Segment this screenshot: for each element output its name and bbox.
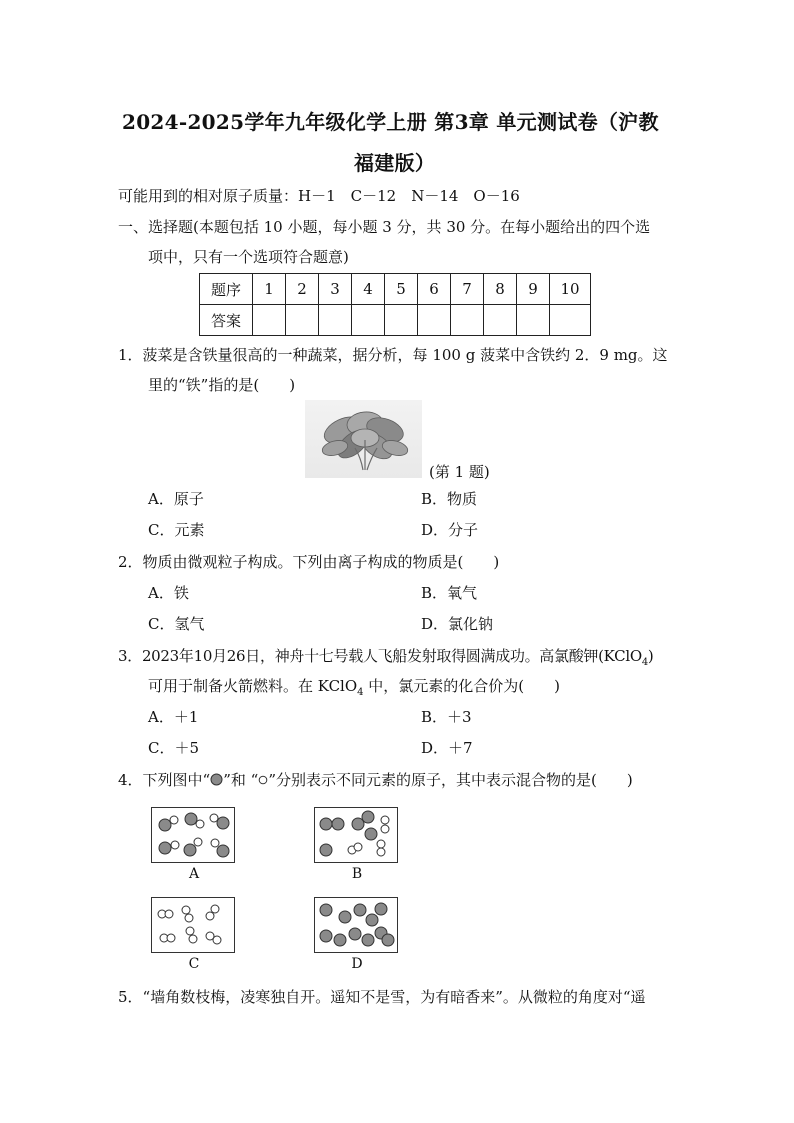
q4-line-1-start: 4．下列图中“ (118, 771, 211, 789)
figure-b-particles (315, 808, 397, 862)
title-line-2: 福建版） (354, 151, 436, 175)
q1-figure-caption: (第 1 题) (429, 463, 490, 481)
atomic-mass-note: 可能用到的相对原子质量：H－1 C－12 N－14 O－16 (118, 187, 520, 205)
q1-option-c[interactable]: C．元素 (148, 521, 205, 539)
figure-d-box[interactable] (314, 897, 398, 953)
q3-line-2-end: 中，氯元素的化合价为( ) (363, 677, 561, 695)
table-cell: 10 (550, 274, 591, 305)
figure-a-box[interactable] (151, 807, 235, 863)
answer-cell[interactable] (253, 305, 286, 336)
table-cell: 9 (517, 274, 550, 305)
answer-cell[interactable] (286, 305, 319, 336)
table-cell: 1 (253, 274, 286, 305)
table-header-cell: 答案 (200, 305, 253, 336)
table-cell: 3 (319, 274, 352, 305)
figure-c-particles (152, 898, 234, 952)
q2-option-a[interactable]: A．铁 (148, 584, 189, 602)
q5-line-1: 5．“墙角数枝梅，凌寒独自开。遥知不是雪，为有暗香来”。从微粒的角度对“遥 (118, 988, 646, 1006)
q1-option-a[interactable]: A．原子 (148, 490, 204, 508)
table-cell: 5 (385, 274, 418, 305)
answer-table (199, 273, 591, 336)
q1-line-1: 1．菠菜是含铁量很高的一种蔬菜，据分析，每 100 g 菠菜中含铁约 2．9 mg。这 (118, 346, 668, 364)
q4-line-1 (118, 770, 633, 790)
q3-option-c[interactable]: C．＋5 (148, 739, 200, 757)
q3-line-1-text: 3．2023年10月26日，神舟十七号载人飞船发射取得圆满成功。高氯酸钾(KClO (118, 647, 642, 665)
figure-b-box[interactable] (314, 807, 398, 863)
answer-cell[interactable] (550, 305, 591, 336)
table-cell: 2 (286, 274, 319, 305)
section1-line-2: 项中，只有一个选项符合题意) (148, 248, 349, 266)
q3-subscript: 4 (357, 687, 364, 698)
q3-line-2-text: 可用于制备火箭燃料。在 KClO (148, 677, 358, 695)
q1-option-b[interactable]: B．物质 (421, 490, 478, 508)
q3-line-1-end: ) (647, 647, 654, 665)
figure-a-label: A (188, 866, 200, 882)
answer-cell[interactable] (319, 305, 352, 336)
table-cell: 6 (418, 274, 451, 305)
white-atom-icon (258, 775, 268, 785)
q2-option-b[interactable]: B．氧气 (421, 584, 478, 602)
figure-d-particles (315, 898, 397, 952)
answer-cell[interactable] (451, 305, 484, 336)
q2-option-d[interactable]: D．氯化钠 (421, 615, 494, 633)
gray-atom-icon (210, 773, 223, 786)
spinach-illustration (305, 400, 422, 478)
figure-c-label: C (188, 956, 200, 972)
q2-option-c[interactable]: C．氢气 (148, 615, 205, 633)
q3-line-2 (148, 676, 560, 703)
q1-line-2: 里的“铁”指的是( ) (148, 376, 296, 394)
q4-line-1-end: ”分别表示不同元素的原子，其中表示混合物的是( ) (268, 771, 633, 789)
title-line-1: 2024-2025学年九年级化学上册 第3章 单元测试卷（沪教 (122, 110, 659, 134)
figure-b-label: B (351, 866, 363, 882)
spinach-photo (305, 400, 422, 478)
table-row (200, 305, 591, 336)
answer-cell[interactable] (385, 305, 418, 336)
answer-cell[interactable] (517, 305, 550, 336)
q3-option-a[interactable]: A．＋1 (148, 708, 199, 726)
q3-subscript: 4 (641, 657, 648, 668)
table-cell: 4 (352, 274, 385, 305)
table-header-cell: 题序 (200, 274, 253, 305)
q1-option-d[interactable]: D．分子 (421, 521, 479, 539)
q3-line-1 (118, 646, 653, 673)
answer-cell[interactable] (418, 305, 451, 336)
answer-cell[interactable] (484, 305, 517, 336)
q3-option-b[interactable]: B．＋3 (421, 708, 472, 726)
table-row (200, 274, 591, 305)
answer-cell[interactable] (352, 305, 385, 336)
figure-d-label: D (351, 956, 363, 972)
table-cell: 8 (484, 274, 517, 305)
q4-line-1-mid: ”和 “ (223, 771, 259, 789)
section1-line-1: 一、选择题(本题包括 10 小题，每小题 3 分，共 30 分。在每小题给出的四个选 (118, 218, 651, 236)
figure-a-particles (152, 808, 234, 862)
q2-line-1: 2．物质由微观粒子构成。下列由离子构成的物质是( ) (118, 553, 500, 571)
q3-option-d[interactable]: D．＋7 (421, 739, 473, 757)
figure-c-box[interactable] (151, 897, 235, 953)
table-cell: 7 (451, 274, 484, 305)
